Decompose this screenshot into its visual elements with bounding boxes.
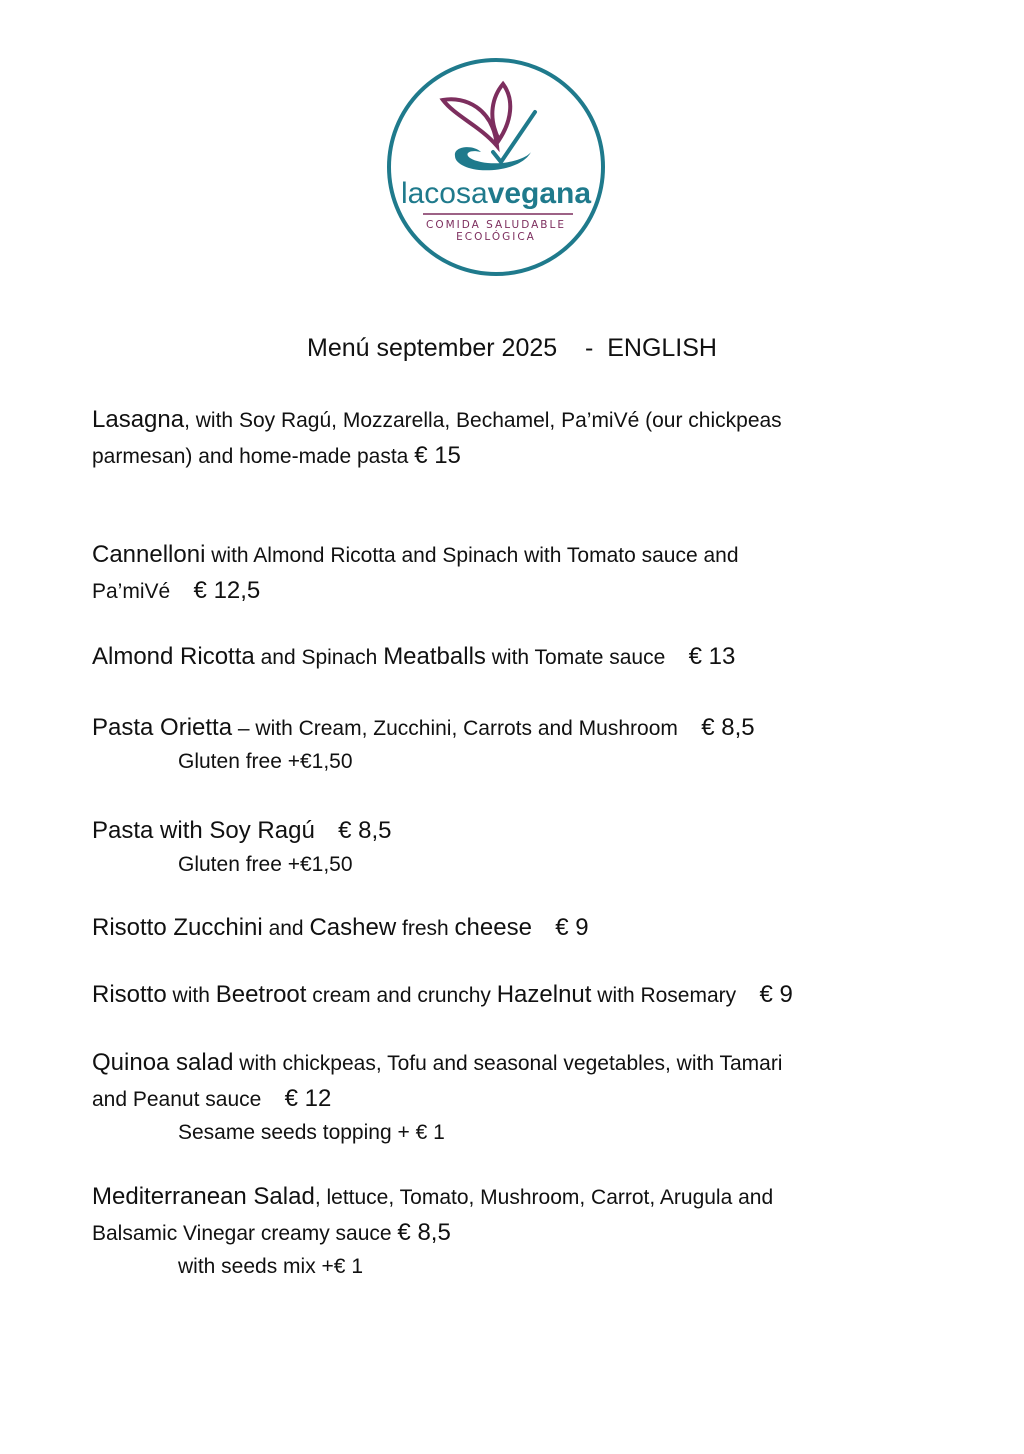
item-name: Mediterranean Salad — [92, 1183, 315, 1210]
menu-item-line — [92, 977, 793, 1013]
item-name: Meatballs — [383, 643, 486, 670]
item-price: € 13 — [688, 643, 736, 670]
logo-wordmark: lacosavegana — [400, 177, 592, 210]
brand-logo — [385, 56, 607, 278]
item-description — [532, 917, 555, 940]
item-price: € 8,5 — [397, 1219, 451, 1246]
item-description: , lettuce, Tomato, Mushroom, Carrot, Arugula and — [314, 1186, 774, 1209]
item-description: cream and crunchy — [306, 984, 497, 1007]
menu-item — [92, 710, 755, 778]
item-name: cheese — [454, 914, 532, 941]
logo-tagline-2: ECOLÓGICA — [456, 231, 536, 243]
menu-title-text: Menú september 2025 — [307, 334, 558, 362]
menu-language: ENGLISH — [607, 334, 717, 362]
menu-item — [92, 910, 589, 946]
item-description: with chickpeas, Tofu and seasonal vegetables, with Tamari — [233, 1052, 783, 1075]
item-description — [315, 820, 338, 843]
menu-item-line — [92, 710, 755, 746]
menu-item-line — [92, 639, 735, 675]
item-name: Hazelnut — [496, 981, 592, 1008]
menu-item — [92, 537, 739, 609]
item-note: Sesame seeds topping + € 1 — [178, 1121, 445, 1144]
menu-item-line — [92, 438, 782, 474]
item-price: € 8,5 — [701, 714, 755, 741]
menu-item-line — [92, 1081, 782, 1117]
item-price: € 8,5 — [338, 817, 392, 844]
item-price: € 12 — [284, 1085, 332, 1112]
item-name: Cashew — [309, 914, 397, 941]
item-name: Beetroot — [215, 981, 307, 1008]
menu-item — [92, 813, 392, 881]
item-name: Quinoa salad — [92, 1049, 234, 1076]
item-description: and — [262, 917, 310, 940]
item-name: Cannelloni — [92, 541, 206, 568]
menu-item — [92, 639, 735, 675]
item-name: Pasta with Soy Ragú — [92, 817, 315, 844]
menu-item-line — [92, 402, 782, 438]
menu-item-line — [92, 573, 739, 609]
item-description: with Tomate sauce — [485, 646, 689, 669]
item-description: Balsamic Vinegar creamy sauce — [92, 1222, 398, 1245]
item-description: with — [166, 984, 216, 1007]
item-description: and Peanut sauce — [92, 1088, 285, 1111]
item-name: Risotto — [92, 981, 167, 1008]
item-note: with seeds mix +€ 1 — [178, 1255, 364, 1278]
item-description: and Spinach — [254, 646, 384, 669]
menu-item-line — [92, 1215, 773, 1251]
menu-item-line — [92, 1045, 782, 1081]
menu-item-line — [92, 1179, 773, 1215]
item-price: € 9 — [555, 914, 589, 941]
item-note: Gluten free +€1,50 — [178, 853, 353, 876]
item-description: – with Cream, Zucchini, Carrots and Mushroom — [232, 717, 702, 740]
item-price: € 12,5 — [193, 577, 261, 604]
menu-item-line — [92, 813, 392, 849]
item-price: € 15 — [414, 442, 461, 469]
item-name: Pasta Orietta — [92, 714, 233, 741]
item-description: , with Soy Ragú, Mozzarella, Bechamel, Pa’miVé (our chickpeas — [184, 409, 782, 432]
item-name: Risotto Zucchini — [92, 914, 263, 941]
item-description: parmesan) and home-made pasta — [92, 445, 415, 468]
item-note: Gluten free +€1,50 — [178, 750, 353, 773]
logo-graphic — [385, 56, 607, 278]
item-description: Pa’miVé — [92, 580, 194, 603]
menu-item — [92, 977, 793, 1013]
menu-item-line — [92, 910, 589, 946]
menu-item-line — [92, 537, 739, 573]
item-name: Almond Ricotta — [92, 643, 255, 670]
item-price: € 9 — [759, 981, 793, 1008]
menu-item — [92, 402, 782, 474]
title-separator: - — [584, 334, 594, 362]
menu-item — [92, 1045, 782, 1149]
item-description: with Almond Ricotta and Spinach with Tomato sauce and — [205, 544, 739, 567]
item-description: fresh — [396, 917, 455, 940]
item-description: with Rosemary — [591, 984, 760, 1007]
item-name: Lasagna — [92, 406, 185, 433]
menu-item — [92, 1179, 773, 1283]
logo-tagline-1: COMIDA SALUDABLE — [426, 219, 566, 231]
menu-title — [0, 334, 1024, 363]
